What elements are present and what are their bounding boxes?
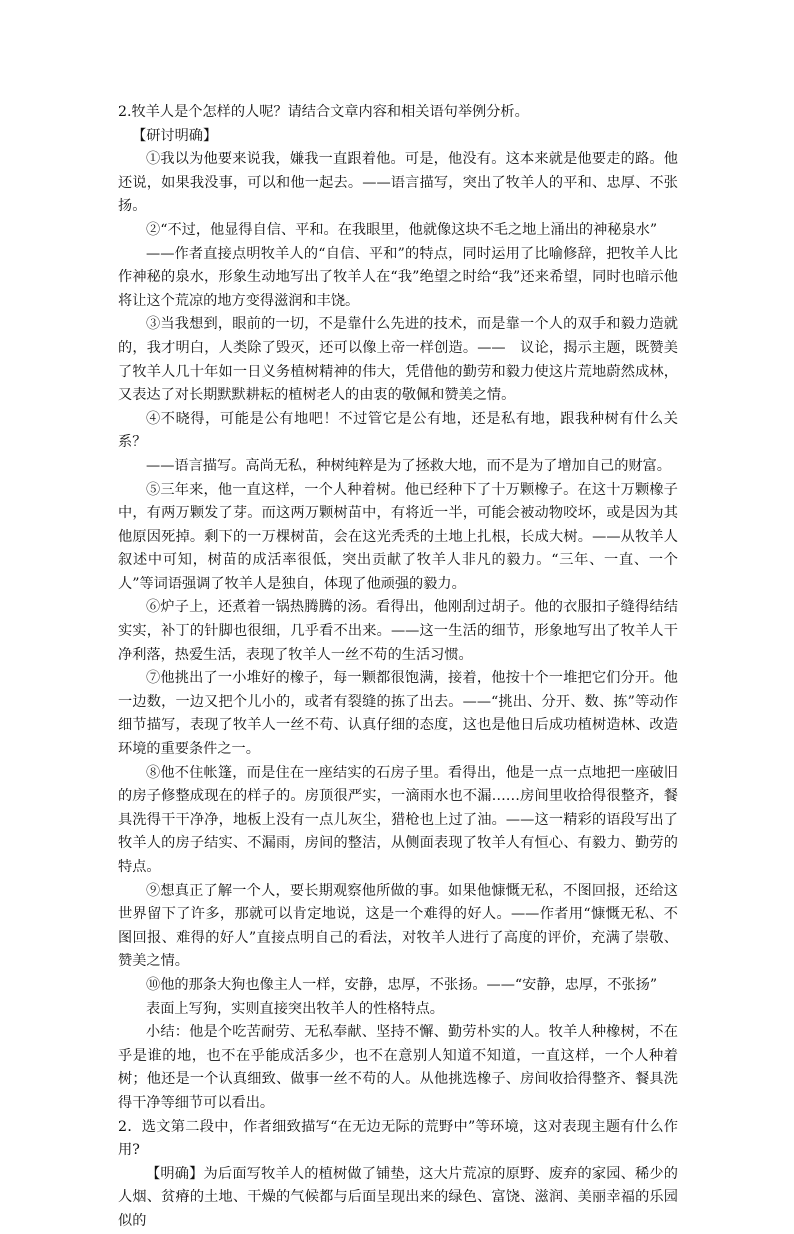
- paragraph-3: ③当我想到，眼前的一切，不是靠什么先进的技术，而是靠一个人的双手和毅力造就的，我才明白，人类除了毁灭，还可以像上帝一样创造。—— 议论，揭示主题，既赞美了牧羊人几十年如一日义务植树精神的伟大，凭借他的勤劳和毅力使这片荒地蔚然成林，又表达了对长期默默耕耘的植树老人的由衷的敬佩和赞美之情。: [118, 316, 678, 404]
- paragraph-10-analysis: 表面上写狗，实则直接突出牧羊人的性格特点。: [146, 1000, 444, 1017]
- summary-paragraph: 小结：他是个吃苦耐劳、无私奉献、坚持不懈、勤劳朴实的人。牧羊人种橡树，不在乎是谁的地，也不在乎能成活多少，也不在意别人知道不知道，一直这样，一个人种着树；他还是一个认真细致、做事一丝不苟的人。从他挑选橡子、房间收拾得整齐、餐具洗得干净等细节可以看出。: [118, 1024, 678, 1111]
- answer-tag: 【明确】: [146, 1165, 204, 1182]
- paragraph-4-analysis: ——语言描写。高尚无私，种树纯粹是为了拯救大地，而不是为了增加自己的财富。: [146, 457, 671, 474]
- paragraph-8: ⑧他不住帐篷，而是住在一座结实的石房子里。看得出，他是一点一点地把一座破旧的房子修整成现在的样子的。房顶很严实，一滴雨水也不漏……房间里收拾得很整齐，餐具洗得干干净净，地板上没有一点儿灰尘，猎枪也上过了油。——这一精彩的语段写出了牧羊人的房子结实、不漏雨，房间的整洁，从侧面表现了牧羊人有恒心、有毅力、勤劳的特点。: [118, 764, 678, 875]
- document-page: [118, 101, 678, 1234]
- question-1-title: 2.牧羊人是个怎样的人呢？请结合文章内容和相关语句举例分析。: [118, 104, 529, 120]
- discussion-heading: 【研讨明确】: [132, 127, 218, 144]
- paragraph-4: ④不晓得，可能是公有地吧！不过管它是公有地，还是私有地，跟我种树有什么关系？: [118, 410, 678, 451]
- paragraph-1: ①我以为他要来说我，嫌我一直跟着他。可是，他没有。这本来就是他要走的路。他还说，如果我没事，可以和他一起去。——语言描写，突出了牧羊人的平和、忠厚、不张扬。: [118, 151, 678, 215]
- paragraph-2: ②“不过，他显得自信、平和。在我眼里，他就像这块不毛之地上涌出的神秘泉水”: [146, 221, 658, 238]
- paragraph-5: ⑤三年来，他一直这样，一个人种着树。他已经种下了十万颗橡子。在这十万颗橡子中，有两万颗发了芽。而这两万颗树苗中，有将近一半，可能会被动物咬坏，或是因为其他原因死掉。剩下的一万棵树苗，会在这光秃秃的土地上扎根，长成大树。——从牧羊人叙述中可知，树苗的成活率很低，突出贡献了牧羊人非凡的毅力。“三年、一直、一个人”等词语强调了牧羊人是独自，体现了他顽强的毅力。: [118, 481, 678, 592]
- paragraph-9: ⑨想真正了解一个人，要长期观察他所做的事。如果他慷慨无私，不图回报，还给这世界留下了许多，那就可以肯定地说，这是一个难得的好人。——作者用“慷慨无私、不图回报、难得的好人”直接点明自己的看法，对牧羊人进行了高度的评价，充满了崇敬、赞美之情。: [118, 882, 678, 970]
- paragraph-10: ⑩他的那条大狗也像主人一样，安静，忠厚，不张扬。——“安静，忠厚，不张扬”: [146, 976, 658, 993]
- paragraph-7: ⑦他挑出了一小堆好的橡子，每一颗都很饱满，接着，他按十个一堆把它们分开。他一边数，一边又把个儿小的，或者有裂缝的拣了出去。——“挑出、分开、数、拣”等动作细节描写，表现了牧羊人一丝不苟、认真仔细的态度，这也是他日后成功植树造林、改造环境的重要条件之一。: [118, 670, 678, 758]
- question-2-title: 2．选文第二段中，作者细致描写“在无边无际的荒野中”等环境，这对表现主题有什么作用?: [118, 1118, 678, 1159]
- paragraph-6: ⑥炉子上，还煮着一锅热腾腾的汤。看得出，他刚刮过胡子。他的衣服扣子缝得结结实实，补丁的针脚也很细，几乎看不出来。——这一生活的细节，形象地写出了牧羊人干净利落，热爱生活，表现了牧羊人一丝不苟的生活习惯。: [118, 599, 678, 663]
- question-2-answer: [118, 1163, 678, 1234]
- paragraph-2-analysis: ——作者直接点明牧羊人的“自信、平和”的特点，同时运用了比喻修辞，把牧羊人比作神秘的泉水，形象生动地写出了牧羊人在“我”绝望之时给“我”还来希望，同时也暗示他将让这个荒凉的地方变得滋润和丰饶。: [118, 245, 678, 309]
- answer-text: 为后面写牧羊人的植树做了铺垫，这大片荒凉的原野、废弃的家园、稀少的人烟、贫瘠的土地、干燥的气候都与后面呈现出来的绿色、富饶、滋润、美丽幸福的乐园似的: [118, 1165, 678, 1229]
